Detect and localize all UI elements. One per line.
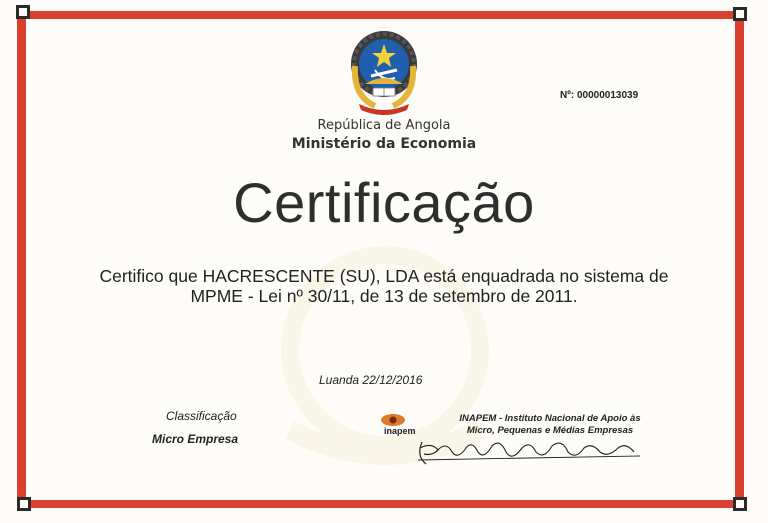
serial-number: Nº: 00000013039 — [560, 90, 639, 101]
corner-bottom-left — [17, 497, 31, 511]
classification-value: Micro Empresa — [152, 432, 239, 446]
border-right — [735, 13, 744, 506]
border-left — [17, 13, 26, 506]
corner-top-right — [733, 7, 747, 21]
corner-top-left — [16, 5, 30, 19]
handwritten-signature — [412, 434, 647, 470]
institute-line-1: INAPEM - Instituto Nacional de Apoio às — [459, 413, 641, 424]
institute-line-2: Micro, Pequenas e Médias Empresas — [466, 425, 634, 436]
certificate-title: Certificação — [233, 171, 535, 234]
corner-bottom-right — [733, 497, 747, 511]
place: Luanda — [319, 373, 360, 387]
certificate-body — [75, 266, 693, 306]
issuer-republic: República de Angola — [317, 118, 451, 133]
issue-date: 22/12/2016 — [362, 373, 423, 387]
issuer-ministry: Ministério da Economia — [291, 136, 477, 152]
border-bottom — [22, 500, 740, 508]
border-top — [22, 11, 740, 19]
body-line-1: Certifico que HACRESCENTE (SU), LDA está enquadrada no sistema de — [99, 266, 669, 286]
place-and-date — [319, 373, 422, 387]
classification-label: Classificação — [166, 409, 237, 423]
body-line-2: MPME - Lei nº 30/11, de 13 de setembro de 2011. — [190, 286, 578, 306]
inapem-logo-text: inapem — [384, 426, 416, 436]
angola-coat-of-arms-emblem — [345, 26, 423, 118]
